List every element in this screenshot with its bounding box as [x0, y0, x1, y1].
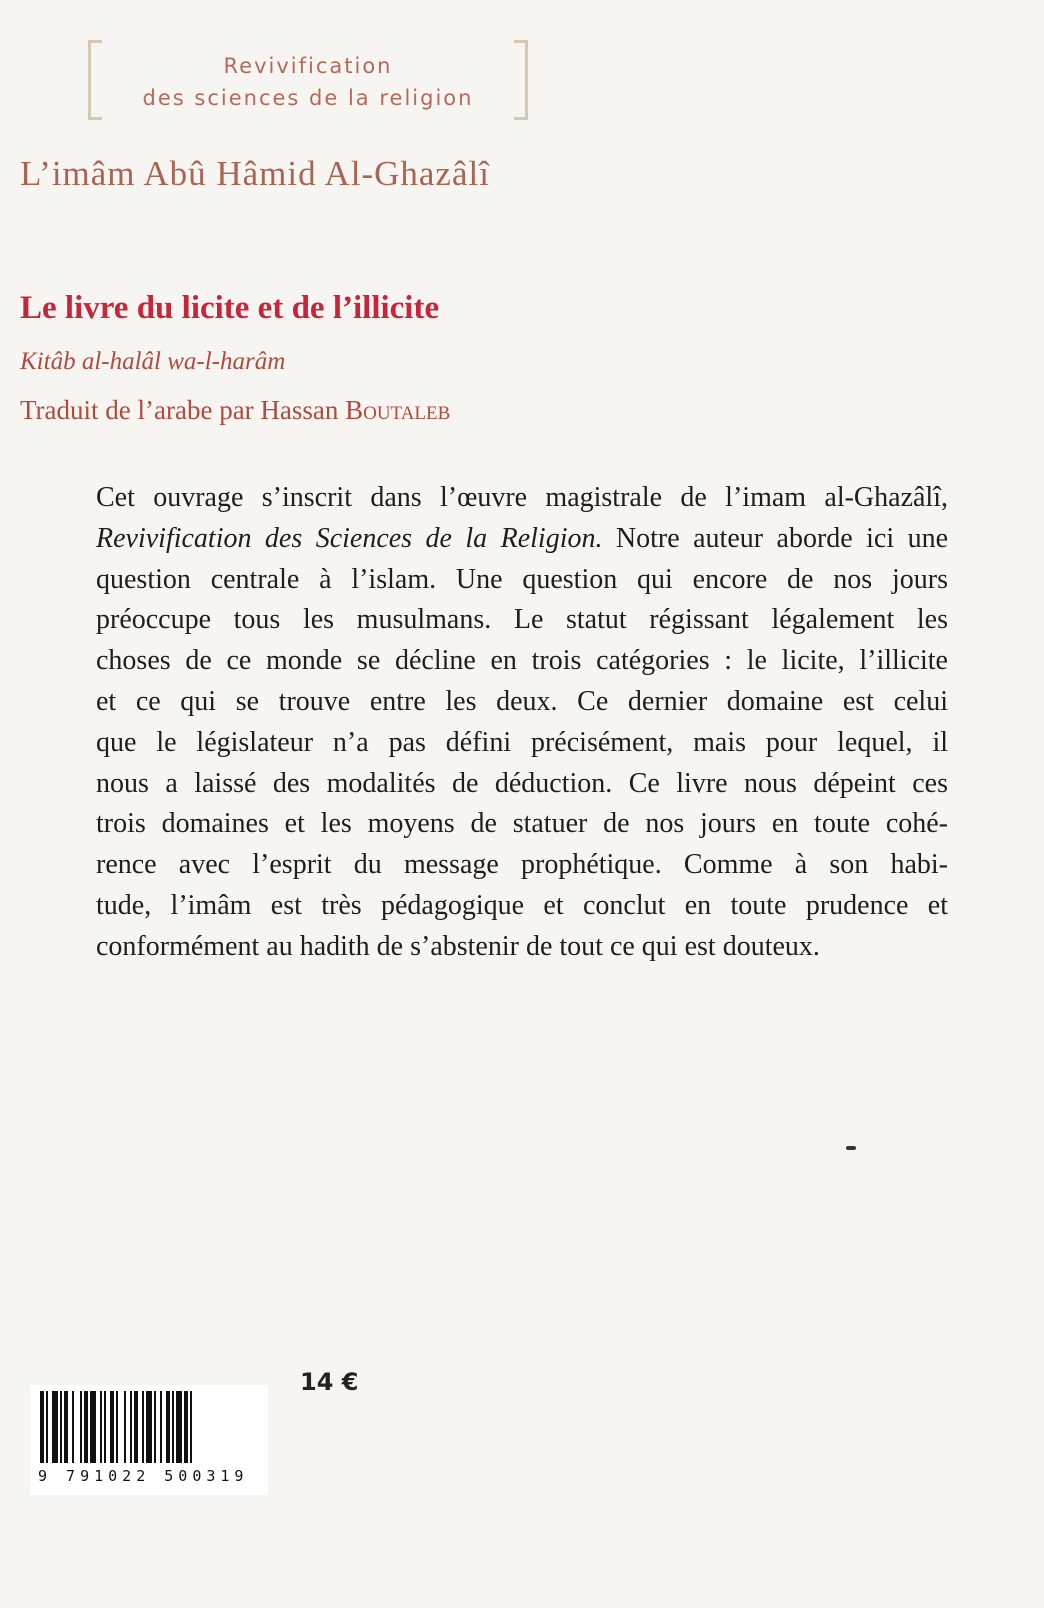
book-title: Le livre du licite et de l’illicite: [20, 290, 440, 326]
barcode-bar: [160, 1391, 162, 1463]
barcode-bar: [110, 1391, 114, 1463]
translator-surname: Boutaleb: [345, 395, 451, 425]
barcode-bar: [84, 1391, 88, 1463]
blurb-line: [96, 519, 948, 560]
arabic-title: Kitâb al-halâl wa-l-harâm: [20, 348, 286, 375]
barcode-bar: [64, 1391, 68, 1463]
barcode-bar: [124, 1391, 126, 1463]
blurb-line: nous a laissé des modalités de déduction. Ce livre nous dépeint ces: [96, 767, 948, 799]
series-line-1: Revivification: [223, 54, 393, 78]
series-title: [112, 50, 504, 114]
barcode-bar: [60, 1391, 62, 1463]
barcode-bar: [52, 1391, 58, 1463]
price-label: 14 €: [300, 1368, 359, 1396]
blurb-paragraph: [96, 478, 948, 968]
barcode-bar: [142, 1391, 144, 1463]
left-bracket: [88, 40, 102, 120]
barcode-bar: [90, 1391, 96, 1463]
series-header: [88, 40, 528, 124]
blurb-italic-title: Revivification des Sciences de la Religion.: [96, 522, 603, 554]
blurb-line: conformément au hadith de s’abstenir de tout ce qui est douteux.: [96, 930, 820, 962]
barcode-digits: 9 791022 500319: [38, 1467, 249, 1485]
barcode-bar: [184, 1391, 188, 1463]
barcode-bar: [104, 1391, 106, 1463]
right-bracket: [514, 40, 528, 120]
barcode: [30, 1385, 268, 1495]
barcode-bar: [190, 1391, 192, 1463]
blurb-line: tude, l’imâm est très pédagogique et conclut en toute prudence et: [96, 889, 948, 921]
blurb-line: et ce qui se trouve entre les deux. Ce dernier domaine est celui: [96, 685, 948, 717]
ink-speck: [846, 1146, 856, 1150]
barcode-bar: [146, 1391, 152, 1463]
barcode-bar: [166, 1391, 170, 1463]
blurb-line: préoccupe tous les musulmans. Le statut régissant légalement les: [96, 604, 948, 636]
barcode-bar: [100, 1391, 102, 1463]
translator-credit: [20, 395, 450, 426]
barcode-bar: [172, 1391, 174, 1463]
barcode-bar: [130, 1391, 132, 1463]
barcode-bars: [40, 1391, 262, 1463]
barcode-bar: [46, 1391, 48, 1463]
blurb-line: choses de ce monde se décline en trois catégories : le licite, l’illicite: [96, 645, 948, 677]
blurb-line: question centrale à l’islam. Une question qui encore de nos jours: [96, 563, 948, 595]
barcode-bar: [80, 1391, 82, 1463]
barcode-bar: [116, 1391, 118, 1463]
barcode-bar: [40, 1391, 44, 1463]
blurb-line: que le législateur n’a pas défini précisément, mais pour lequel, il: [96, 726, 948, 758]
blurb-line-rest: Notre auteur aborde ici une: [602, 522, 948, 554]
blurb-line: Cet ouvrage s’inscrit dans l’œuvre magistrale de l’imam al-Ghazâlî,: [96, 482, 948, 513]
barcode-bar: [176, 1391, 182, 1463]
blurb-line: rence avec l’esprit du message prophétique. Comme à son habi-: [96, 849, 948, 881]
barcode-bar: [134, 1391, 138, 1463]
series-line-2: des sciences de la religion: [142, 86, 474, 110]
barcode-bar: [154, 1391, 156, 1463]
author-name: L’imâm Abû Hâmid Al-Ghazâlî: [20, 154, 490, 193]
barcode-bar: [72, 1391, 74, 1463]
translator-prefix: Traduit de l’arabe par Hassan: [20, 395, 339, 425]
blurb-line: trois domaines et les moyens de statuer de nos jours en toute cohé-: [96, 808, 948, 840]
